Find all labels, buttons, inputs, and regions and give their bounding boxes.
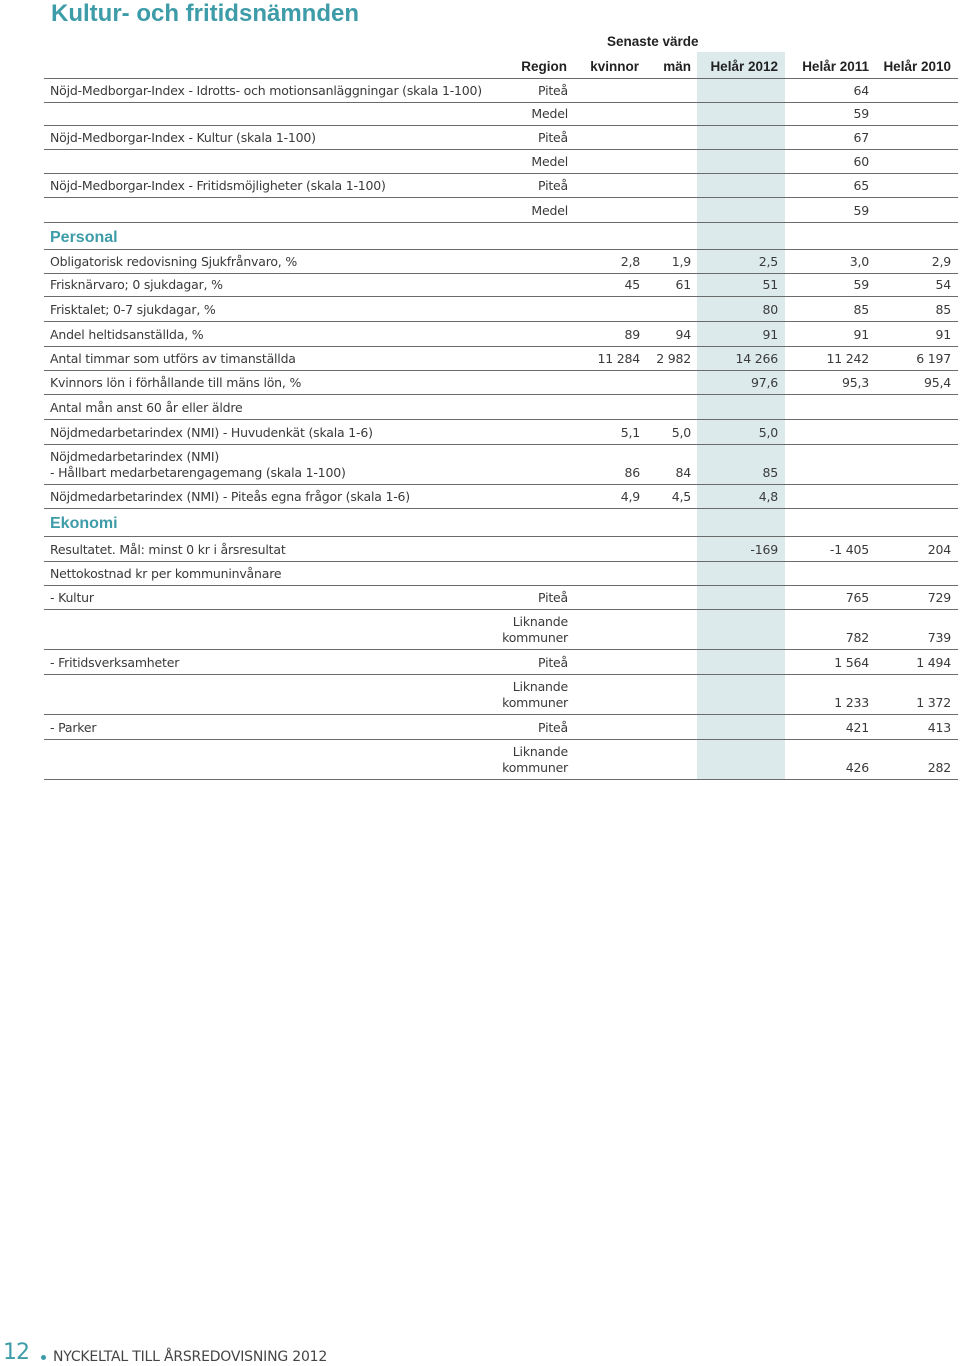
cell-kvinnor: 2,8 xyxy=(620,254,640,269)
table-row xyxy=(44,78,958,103)
cell-helar-2012: 14 266 xyxy=(735,351,778,366)
row-label: - Fritidsverksamheter xyxy=(50,655,180,670)
cell-helar-2012: 80 xyxy=(762,302,778,317)
cell-helar-2012: 2,5 xyxy=(758,254,778,269)
cell-helar-2010: 95,4 xyxy=(923,375,951,390)
cell-helar-2011: 65 xyxy=(853,178,869,193)
table-row xyxy=(44,561,958,586)
row-region: Piteå xyxy=(538,130,568,145)
row-region: Liknande xyxy=(512,744,568,759)
cell-helar-2012: 5,0 xyxy=(758,425,778,440)
table-row xyxy=(44,420,958,445)
cell-kvinnor: 5,1 xyxy=(620,425,640,440)
row-label: Antal mån anst 60 år eller äldre xyxy=(50,400,243,415)
cell-helar-2010: 729 xyxy=(927,590,951,605)
footer-title: NYCKELTAL TILL ÅRSREDOVISNING 2012 xyxy=(53,1349,328,1365)
cell-helar-2012: 97,6 xyxy=(750,375,778,390)
cell-man: 4,5 xyxy=(671,489,691,504)
cell-helar-2010: 6 197 xyxy=(916,351,951,366)
row-label: Nöjd-Medborgar-Index - Fritidsmöjligheter (skala 1-100) xyxy=(50,178,386,193)
section-header-row xyxy=(44,223,958,249)
row-label: Nöjdmedarbetarindex (NMI) - Huvudenkät (skala 1-6) xyxy=(50,425,373,440)
table-row xyxy=(44,650,958,675)
cell-helar-2011: 421 xyxy=(845,720,869,735)
table-row xyxy=(44,715,958,740)
row-region: Piteå xyxy=(538,83,568,98)
cell-helar-2011: 765 xyxy=(845,590,869,605)
table-row xyxy=(44,102,958,126)
table-row xyxy=(44,297,958,322)
cell-helar-2012: 91 xyxy=(762,327,778,342)
header-man: män xyxy=(663,59,691,74)
table-row xyxy=(44,322,958,347)
table-row xyxy=(44,740,958,780)
cell-helar-2012: 85 xyxy=(762,465,778,480)
cell-helar-2011: 95,3 xyxy=(841,375,869,390)
cell-helar-2010: 2,9 xyxy=(931,254,951,269)
header-helar-2011: Helår 2011 xyxy=(802,59,869,74)
cell-kvinnor: 89 xyxy=(624,327,640,342)
table-row xyxy=(44,445,958,485)
cell-helar-2010: 739 xyxy=(927,630,951,645)
cell-man: 61 xyxy=(675,277,691,292)
table-row xyxy=(44,174,958,198)
row-label-line2: - Hållbart medarbetarengagemang (skala 1-100) xyxy=(50,465,346,480)
row-label: Nöjd-Medborgar-Index - Kultur (skala 1-100) xyxy=(50,130,316,145)
table-row xyxy=(44,126,958,150)
page-number: 12 xyxy=(3,1340,29,1365)
cell-helar-2011: 85 xyxy=(853,302,869,317)
cell-helar-2010: 413 xyxy=(927,720,951,735)
row-label: Resultatet. Mål: minst 0 kr i årsresultat xyxy=(50,542,286,557)
row-label: Nöjdmedarbetarindex (NMI) xyxy=(50,449,220,464)
table-row xyxy=(44,536,958,562)
cell-man: 1,9 xyxy=(671,254,691,269)
row-region: Liknande xyxy=(512,679,568,694)
row-label: - Kultur xyxy=(50,590,94,605)
row-region-line2: kommuner xyxy=(502,695,568,710)
table-row xyxy=(44,347,958,371)
table-row xyxy=(44,485,958,509)
cell-helar-2011: 64 xyxy=(853,83,869,98)
table-row xyxy=(44,395,958,420)
cell-helar-2010: 1 494 xyxy=(916,655,951,670)
cell-helar-2011: 3,0 xyxy=(849,254,869,269)
cell-helar-2012: 4,8 xyxy=(758,489,778,504)
cell-helar-2011: -1 405 xyxy=(829,542,869,557)
row-label: Nöjd-Medborgar-Index - Idrotts- och motionsanläggningar (skala 1-100) xyxy=(50,83,482,98)
cell-helar-2010: 85 xyxy=(935,302,951,317)
cell-helar-2010: 204 xyxy=(927,542,951,557)
cell-helar-2011: 1 233 xyxy=(834,695,869,710)
row-region: Liknande xyxy=(512,614,568,629)
section-header-row xyxy=(44,509,958,535)
table-row xyxy=(44,586,958,610)
row-region: Piteå xyxy=(538,720,568,735)
cell-man: 5,0 xyxy=(671,425,691,440)
cell-kvinnor: 4,9 xyxy=(620,489,640,504)
table-row xyxy=(44,150,958,174)
cell-helar-2011: 91 xyxy=(853,327,869,342)
bullet-icon xyxy=(41,1355,46,1360)
row-region-line2: kommuner xyxy=(502,760,568,775)
row-region: Piteå xyxy=(538,178,568,193)
table-row xyxy=(44,198,958,223)
cell-helar-2011: 67 xyxy=(853,130,869,145)
table-row xyxy=(44,371,958,395)
table-row xyxy=(44,675,958,715)
page-title: Kultur- och fritidsnämnden xyxy=(51,0,359,27)
cell-helar-2011: 59 xyxy=(853,277,869,292)
row-label: Kvinnors lön i förhållande till mäns lön, % xyxy=(50,375,302,390)
table-row xyxy=(44,249,958,274)
cell-helar-2010: 1 372 xyxy=(916,695,951,710)
cell-helar-2011: 11 242 xyxy=(826,351,869,366)
row-label: Nettokostnad kr per kommuninvånare xyxy=(50,566,282,581)
header-region: Region xyxy=(521,59,567,74)
row-region: Medel xyxy=(531,106,568,121)
row-label: Andel heltidsanställda, % xyxy=(50,327,204,342)
cell-man: 84 xyxy=(675,465,691,480)
section-title-personal: Personal xyxy=(50,229,118,246)
cell-helar-2011: 426 xyxy=(845,760,869,775)
row-label: Nöjdmedarbetarindex (NMI) - Piteås egna frågor (skala 1-6) xyxy=(50,489,410,504)
header-kvinnor: kvinnor xyxy=(590,59,639,74)
cell-helar-2011: 59 xyxy=(853,106,869,121)
row-region: Piteå xyxy=(538,590,568,605)
cell-kvinnor: 11 284 xyxy=(597,351,640,366)
cell-kvinnor: 86 xyxy=(624,465,640,480)
row-region-line2: kommuner xyxy=(502,630,568,645)
cell-kvinnor: 45 xyxy=(624,277,640,292)
table-row xyxy=(44,610,958,650)
cell-helar-2011: 60 xyxy=(853,154,869,169)
row-label: Obligatorisk redovisning Sjukfrånvaro, % xyxy=(50,254,298,269)
header-senaste-varde: Senaste värde xyxy=(607,34,699,49)
cell-helar-2010: 282 xyxy=(927,760,951,775)
cell-helar-2011: 1 564 xyxy=(834,655,869,670)
cell-helar-2012: 51 xyxy=(762,277,778,292)
row-label: Frisknärvaro; 0 sjukdagar, % xyxy=(50,277,223,292)
row-region: Medel xyxy=(531,154,568,169)
table-row xyxy=(44,273,958,297)
row-label: - Parker xyxy=(50,720,97,735)
cell-helar-2010: 91 xyxy=(935,327,951,342)
header-helar-2012: Helår 2012 xyxy=(710,59,778,74)
cell-helar-2011: 59 xyxy=(853,203,869,218)
cell-helar-2011: 782 xyxy=(845,630,869,645)
row-region: Piteå xyxy=(538,655,568,670)
cell-man: 2 982 xyxy=(656,351,691,366)
cell-man: 94 xyxy=(675,327,691,342)
cell-helar-2012: -169 xyxy=(750,542,778,557)
row-label: Frisktalet; 0-7 sjukdagar, % xyxy=(50,302,216,317)
header-helar-2010: Helår 2010 xyxy=(883,59,951,74)
cell-helar-2010: 54 xyxy=(935,277,951,292)
row-label: Antal timmar som utförs av timanställda xyxy=(50,351,296,366)
section-title-ekonomi: Ekonomi xyxy=(50,515,118,532)
row-region: Medel xyxy=(531,203,568,218)
